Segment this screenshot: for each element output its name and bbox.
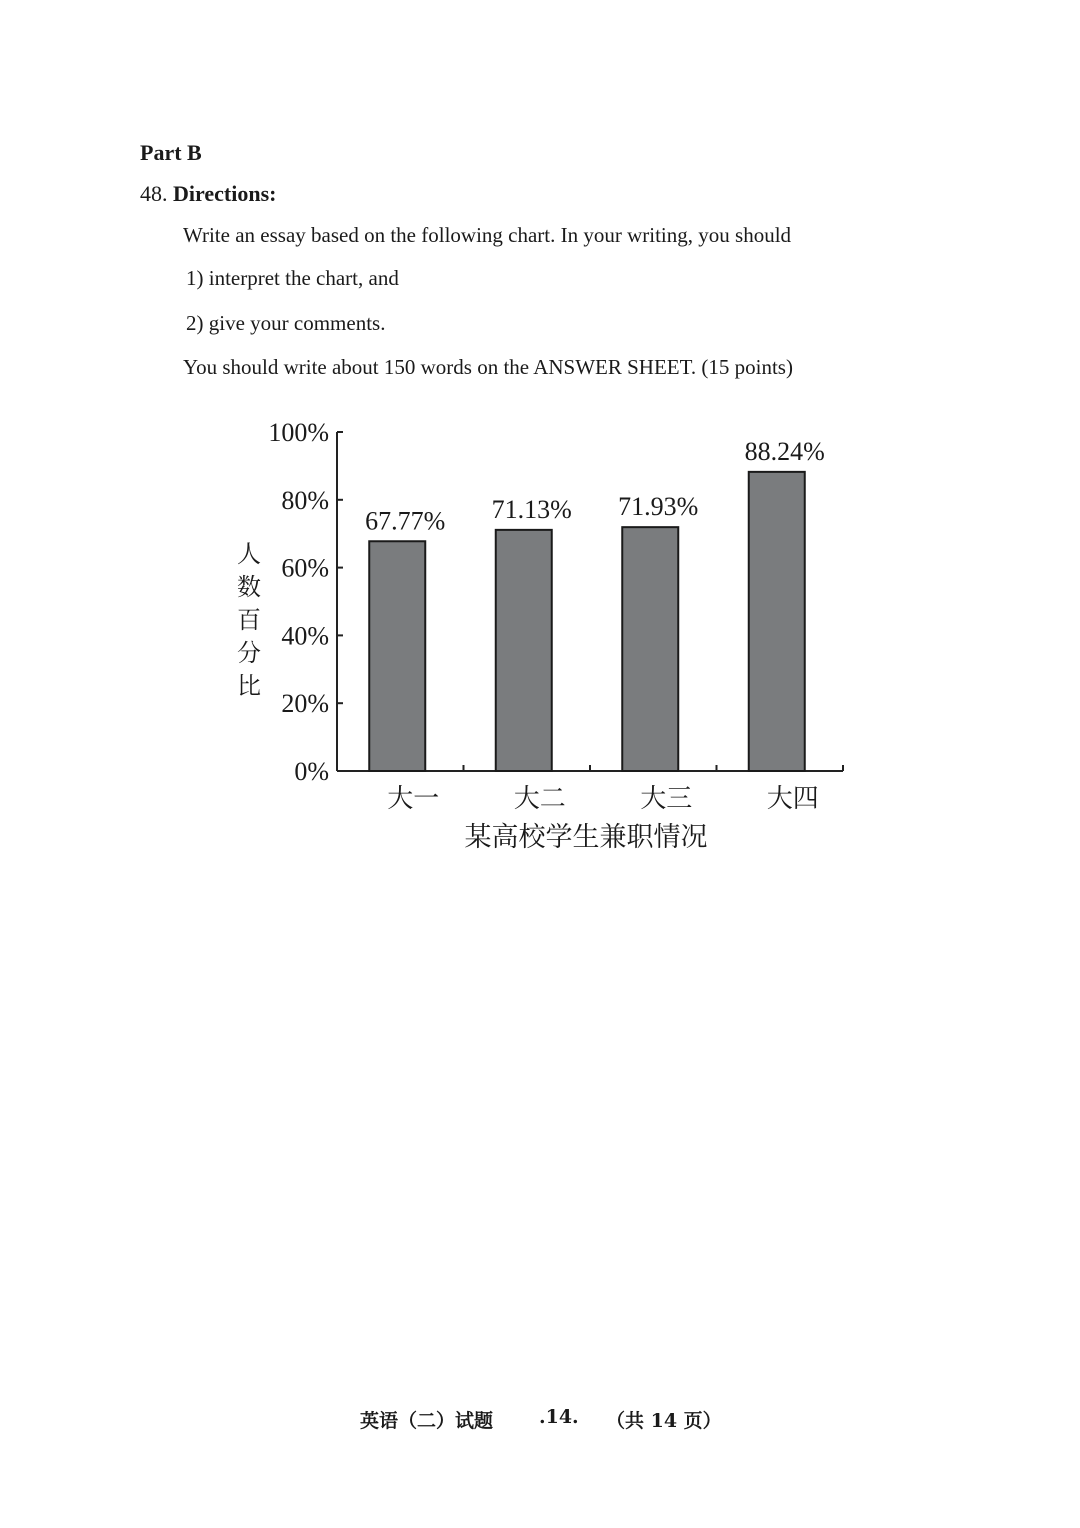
footer-page-number: .14. bbox=[539, 1406, 579, 1428]
footer-total-pages: （共 14 页） bbox=[606, 1410, 722, 1432]
data-label: 67.77% bbox=[365, 506, 446, 536]
bar bbox=[749, 472, 805, 771]
category-label: 大四 bbox=[766, 784, 819, 814]
instruction-line-2: 1) interpret the chart, and bbox=[186, 266, 399, 290]
y-axis-label-char: 百 bbox=[237, 606, 261, 634]
y-axis-label-char: 分 bbox=[237, 639, 261, 667]
bar bbox=[496, 530, 552, 771]
y-tick-label: 60% bbox=[281, 553, 329, 583]
data-label: 71.93% bbox=[618, 492, 699, 522]
y-axis-label-char: 比 bbox=[237, 672, 261, 700]
footer-subject: 英语（二）试题 bbox=[360, 1410, 494, 1432]
category-label: 大三 bbox=[640, 784, 693, 814]
y-tick-label: 80% bbox=[281, 485, 329, 515]
directions-label: Directions: bbox=[173, 181, 277, 206]
y-axis-label-char: 数 bbox=[237, 573, 261, 601]
category-label: 大二 bbox=[513, 784, 566, 814]
category-label: 大一 bbox=[387, 784, 440, 814]
y-tick-label: 40% bbox=[281, 621, 329, 651]
bar bbox=[622, 527, 678, 771]
instruction-line-3: 2) give your comments. bbox=[186, 311, 386, 335]
y-tick-label: 20% bbox=[281, 689, 329, 719]
bar bbox=[369, 541, 425, 771]
chart-title: 某高校学生兼职情况 bbox=[464, 822, 708, 853]
data-label: 71.13% bbox=[491, 494, 572, 524]
y-tick-label: 0% bbox=[294, 757, 329, 786]
instruction-line-1: Write an essay based on the following chart. In your writing, you should bbox=[183, 223, 792, 247]
instruction-line-4: You should write about 150 words on the ANSWER SHEET. (15 points) bbox=[183, 355, 793, 379]
y-tick-label: 100% bbox=[268, 418, 329, 447]
y-axis-label-char: 人 bbox=[237, 540, 261, 568]
part-title: Part B bbox=[140, 140, 202, 165]
question-number: 48. bbox=[140, 181, 168, 206]
data-label: 88.24% bbox=[744, 436, 825, 466]
